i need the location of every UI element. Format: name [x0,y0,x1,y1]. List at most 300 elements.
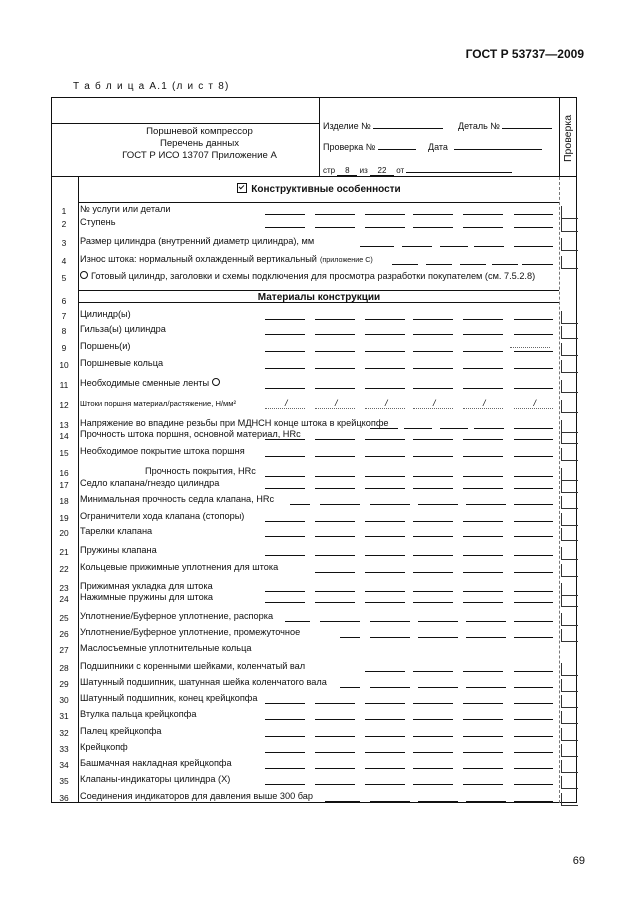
entry-field[interactable] [514,456,553,457]
row-number: 7 [61,311,67,321]
row-label-text: Необходимые сменные ленты [80,378,210,388]
check-box[interactable] [561,793,578,806]
row-number: 12 [59,400,69,410]
row-label-text: Износ штока: нормальный охлажденный вертикальный [80,254,317,264]
entry-field[interactable] [413,536,453,537]
entry-field[interactable] [392,264,418,265]
entry-field[interactable] [365,351,405,352]
row-number: 20 [59,528,69,538]
row-number: 9 [61,343,67,353]
entry-field[interactable] [514,703,553,704]
entry-field[interactable] [315,476,355,477]
table-row [51,758,577,770]
check-no-field[interactable] [378,140,416,150]
entry-field[interactable] [514,572,553,573]
entry-field[interactable] [463,351,503,352]
row-label-text: Пружины клапана [80,545,157,555]
row-label [80,358,163,368]
row-label [80,774,230,784]
entry-field[interactable] [463,227,503,228]
row-label-text: Крейцкопф [80,742,128,752]
entry-field[interactable] [340,637,360,638]
entry-field[interactable] [365,334,405,335]
entry-field[interactable] [474,246,504,247]
slash-separator: / [433,398,436,408]
entry-field[interactable] [265,388,305,389]
row-label-note: (приложение С) [319,255,373,264]
row-number: 34 [59,760,69,770]
entry-field[interactable] [265,768,305,769]
entry-field[interactable] [492,264,518,265]
entry-field[interactable] [418,621,458,622]
entry-field[interactable] [514,488,553,489]
row-label [80,526,152,536]
check-box[interactable] [561,238,578,251]
entry-field[interactable] [365,521,405,522]
table-row [51,661,577,673]
row-label-text: Уплотнение/Буферное уплотнение, распорка [80,611,274,621]
entry-field[interactable] [370,687,410,688]
entry-field[interactable] [413,521,453,522]
entry-field[interactable] [514,319,553,320]
row-label [80,204,171,214]
row-number: 10 [59,360,69,370]
entry-field[interactable] [265,456,305,457]
entry-field[interactable] [315,227,355,228]
entry-field[interactable] [463,334,503,335]
row-number: 29 [59,679,69,689]
check-box[interactable] [561,311,578,324]
entry-field[interactable] [514,801,553,802]
check-box[interactable] [561,206,578,219]
entry-field[interactable] [418,801,458,802]
entry-field[interactable] [365,368,405,369]
row-label-text: № услуги или детали [80,204,171,214]
entry-field[interactable] [413,319,453,320]
entry-field[interactable] [463,671,503,672]
row-label [80,236,314,246]
entry-field[interactable] [413,439,453,440]
entry-field[interactable] [265,719,305,720]
entry-field[interactable] [365,671,405,672]
table-row [51,271,577,283]
entry-field[interactable] [522,264,553,265]
entry-field[interactable] [265,752,305,753]
row-label-text: Маслосъемные уплотнительные кольца [80,643,252,653]
entry-field[interactable] [463,752,503,753]
row-number: 28 [59,663,69,673]
entry-field[interactable] [413,784,453,785]
entry-field[interactable] [514,351,553,352]
row-label [80,418,389,428]
entry-field[interactable] [514,602,553,603]
entry-field[interactable] [463,456,503,457]
entry-field[interactable] [514,637,553,638]
entry-field[interactable] [265,521,305,522]
check-box[interactable] [561,744,578,757]
entry-field[interactable] [265,214,305,215]
entry-field[interactable] [315,521,355,522]
entry-field[interactable] [365,227,405,228]
entry-field[interactable] [463,602,503,603]
entry-field[interactable] [514,504,553,505]
table-row [51,378,577,390]
entry-field[interactable] [285,621,310,622]
entry-field[interactable] [265,319,305,320]
check-box[interactable] [561,256,578,269]
entry-field[interactable] [365,719,405,720]
entry-field[interactable] [365,388,405,389]
row-label [80,341,130,351]
entry-field[interactable] [265,488,305,489]
row-label [80,661,305,671]
of-value: 22 [370,166,394,176]
check-box[interactable] [561,564,578,577]
row-label [80,693,257,703]
table-row [51,526,577,538]
entry-field[interactable] [365,214,405,215]
table-row [51,791,577,803]
entry-field[interactable] [315,703,355,704]
entry-field[interactable] [315,334,355,335]
row-label [80,511,244,521]
row-number: 3 [61,238,67,248]
standard-code: ГОСТ Р 53737—2009 [465,47,584,61]
entry-field[interactable] [413,476,453,477]
entry-field[interactable] [463,555,503,556]
entry-field[interactable] [466,504,506,505]
entry-field[interactable] [466,801,506,802]
row-label [80,254,373,264]
entry-field[interactable] [514,768,553,769]
entry-field[interactable] [365,572,405,573]
entry-field[interactable] [365,555,405,556]
entry-field[interactable] [460,264,486,265]
entry-field[interactable] [514,408,553,409]
entry-field[interactable] [315,768,355,769]
check-box[interactable] [561,513,578,526]
entry-field[interactable] [320,504,360,505]
entry-field[interactable] [514,246,553,247]
check-box[interactable] [561,343,578,356]
row-label-text: Поршневые кольца [80,358,164,368]
entry-field[interactable] [514,752,553,753]
row-label-text: Палец крейцкопфа [80,726,162,736]
entry-field[interactable] [365,536,405,537]
entry-field[interactable] [320,621,360,622]
entry-field[interactable] [315,368,355,369]
entry-field[interactable] [325,801,360,802]
entry-field[interactable] [413,408,453,409]
entry-field[interactable] [413,456,453,457]
entry-field[interactable] [315,736,355,737]
row-number: 15 [59,448,69,458]
entry-field[interactable] [514,368,553,369]
row-label [80,398,236,408]
entry-field[interactable] [315,439,355,440]
entry-field[interactable] [365,703,405,704]
table-row [51,236,577,248]
entry-field[interactable] [413,671,453,672]
slash-separator: / [285,398,288,408]
entry-field[interactable] [418,637,458,638]
entry-field[interactable] [315,488,355,489]
entry-field[interactable] [514,476,553,477]
check-box[interactable] [561,448,578,461]
entry-field[interactable] [413,368,453,369]
check-box[interactable] [561,695,578,708]
entry-field[interactable] [514,227,553,228]
entry-field[interactable] [413,227,453,228]
entry-field[interactable] [466,687,506,688]
entry-field[interactable] [514,439,553,440]
entry-field[interactable] [265,555,305,556]
radio-circle-icon[interactable] [212,378,220,386]
entry-field[interactable] [463,703,503,704]
check-box[interactable] [561,776,578,789]
entry-field[interactable] [514,214,553,215]
check-box[interactable] [561,760,578,773]
entry-field[interactable] [370,801,410,802]
entry-field[interactable] [413,602,453,603]
entry-field[interactable] [315,719,355,720]
entry-field[interactable] [463,488,503,489]
entry-field[interactable] [365,439,405,440]
row-label-text: Штоки поршня материал/растяжение, Н/мм² [80,399,237,408]
entry-field[interactable] [370,637,410,638]
entry-field[interactable] [265,536,305,537]
check-box[interactable] [561,528,578,541]
entry-field[interactable] [413,334,453,335]
row-number: 4 [61,256,67,266]
entry-field[interactable] [315,214,355,215]
entry-field[interactable] [413,703,453,704]
entry-field[interactable] [463,388,503,389]
entry-field[interactable] [463,439,503,440]
entry-field[interactable] [315,388,355,389]
entry-field[interactable] [290,504,310,505]
row-number: 21 [59,547,69,557]
entry-field[interactable] [463,476,503,477]
table-row [51,254,577,266]
entry-field[interactable] [466,637,506,638]
row-label-text: Напряжение во впадине резьбы при МДНСН конце штока в крейцкопфе [80,418,389,428]
entry-field[interactable] [440,246,468,247]
entry-field[interactable] [265,736,305,737]
entry-field[interactable] [413,388,453,389]
part-field[interactable] [502,119,552,129]
row-number: 16 [59,468,69,478]
row-label [80,611,273,621]
row-label [80,545,157,555]
entry-field[interactable] [315,555,355,556]
entry-field[interactable] [514,388,553,389]
check-box[interactable] [561,480,578,493]
entry-field[interactable] [265,227,305,228]
entry-field[interactable] [413,719,453,720]
date-field[interactable] [454,140,542,150]
check-box[interactable] [561,496,578,509]
radio-circle-icon[interactable] [80,271,88,279]
entry-field[interactable] [365,784,405,785]
row-label-text: Ограничители хода клапана (стопоры) [80,511,245,521]
entry-field[interactable] [463,368,503,369]
check-vertical-label: Проверка [562,114,574,162]
entry-field[interactable] [365,736,405,737]
entry-field[interactable] [365,768,405,769]
table-row [51,341,577,353]
entry-field[interactable] [413,736,453,737]
entry-field[interactable] [463,319,503,320]
row-label-text: Поршень(и) [80,341,131,351]
check-box[interactable] [561,360,578,373]
page-label: стр [323,166,336,175]
check-box[interactable] [561,400,578,413]
entry-field[interactable] [514,784,553,785]
row-label-text: Нажимные пружины для штока [80,592,214,602]
check-box[interactable] [561,613,578,626]
entry-field[interactable] [413,752,453,753]
check-box[interactable] [561,629,578,642]
row-label [80,581,213,591]
check-box[interactable] [561,679,578,692]
product-field[interactable] [373,119,443,129]
entry-field[interactable] [370,621,410,622]
row-label-text: Шатунный подшипник, конец крейцкопфа [80,693,258,703]
entry-field[interactable] [315,784,355,785]
entry-field[interactable] [315,752,355,753]
entry-field[interactable] [365,476,405,477]
entry-field[interactable] [413,214,453,215]
entry-field[interactable] [365,319,405,320]
entry-field[interactable] [265,408,305,409]
row-number: 11 [59,380,69,390]
entry-field[interactable] [514,555,553,556]
entry-field[interactable] [413,768,453,769]
entry-field[interactable] [514,687,553,688]
check-box[interactable] [561,663,578,676]
entry-field[interactable] [463,536,503,537]
entry-field[interactable] [265,602,305,603]
entry-field[interactable] [418,687,458,688]
row-number: 14 [59,431,69,441]
entry-field[interactable] [315,319,355,320]
entry-field[interactable] [340,687,360,688]
entry-field[interactable] [365,752,405,753]
entry-field[interactable] [510,347,550,348]
table-row [51,478,577,490]
entry-field[interactable] [514,671,553,672]
check-no-label: Проверка № [323,142,376,152]
entry-field[interactable] [315,572,355,573]
entry-field[interactable] [402,246,432,247]
table-row [51,446,577,458]
entry-field[interactable] [315,456,355,457]
entry-field[interactable] [265,703,305,704]
entry-field[interactable] [413,488,453,489]
entry-field[interactable] [514,536,553,537]
row-number: 6 [61,296,67,306]
entry-field[interactable] [463,408,503,409]
entry-field[interactable] [426,264,452,265]
entry-field[interactable] [463,214,503,215]
entry-field[interactable] [365,602,405,603]
entry-field[interactable] [463,719,503,720]
entry-field[interactable] [466,621,506,622]
row-label-text: Клапаны-индикаторы цилиндра (X) [80,774,231,784]
check-box[interactable] [561,380,578,393]
entry-field[interactable] [365,456,405,457]
entry-field[interactable] [360,246,394,247]
entry-field[interactable] [514,521,553,522]
entry-field[interactable] [514,736,553,737]
entry-field[interactable] [315,408,355,409]
row-label-text: Втулка пальца крейцкопфа [80,709,197,719]
row-number: 8 [61,326,67,336]
entry-field[interactable] [413,351,453,352]
check-box[interactable] [561,547,578,560]
check-box[interactable] [561,728,578,741]
check-box[interactable] [561,431,578,444]
row-label-text: Готовый цилиндр, заголовки и схемы подключения для просмотра разработки покупателем (см. 7.5.2.8) [91,271,536,281]
table-row [51,466,577,478]
entry-field[interactable] [370,504,410,505]
entry-field[interactable] [265,351,305,352]
entry-field[interactable] [463,736,503,737]
row-label [80,709,196,719]
entry-field[interactable] [418,504,458,505]
entry-field[interactable] [463,784,503,785]
check-box[interactable] [561,594,578,607]
entry-field[interactable] [365,488,405,489]
header-title-line-3: ГОСТ Р ИСО 13707 Приложение А [122,150,277,161]
check-box[interactable] [561,326,578,339]
section-design: Конструктивные особенности [79,183,559,195]
entry-field[interactable] [265,476,305,477]
row-label-text: Размер цилиндра (внутренний диаметр цилиндра), мм [80,236,315,246]
row-number: 36 [59,793,69,803]
entry-field[interactable] [463,521,503,522]
from-field[interactable] [406,163,512,173]
check-box[interactable] [561,711,578,724]
table-row [51,726,577,738]
slash-separator: / [483,398,486,408]
entry-field[interactable] [413,572,453,573]
row-number: 18 [59,496,69,506]
table-row [51,774,577,786]
entry-field[interactable] [514,719,553,720]
table-row [51,562,577,574]
entry-field[interactable] [265,439,305,440]
entry-field[interactable] [265,334,305,335]
table-row [51,511,577,523]
entry-field[interactable] [463,572,503,573]
entry-field[interactable] [413,555,453,556]
check-box[interactable] [561,219,578,232]
entry-field[interactable] [514,334,553,335]
entry-field[interactable] [315,602,355,603]
entry-field[interactable] [265,368,305,369]
entry-field[interactable] [514,621,553,622]
row-label-text: Тарелки клапана [80,526,153,536]
entry-field[interactable] [365,408,405,409]
entry-field[interactable] [315,351,355,352]
entry-field[interactable] [315,536,355,537]
entry-field[interactable] [265,784,305,785]
row-number: 5 [61,273,67,283]
entry-field[interactable] [463,768,503,769]
row-label [80,758,232,768]
